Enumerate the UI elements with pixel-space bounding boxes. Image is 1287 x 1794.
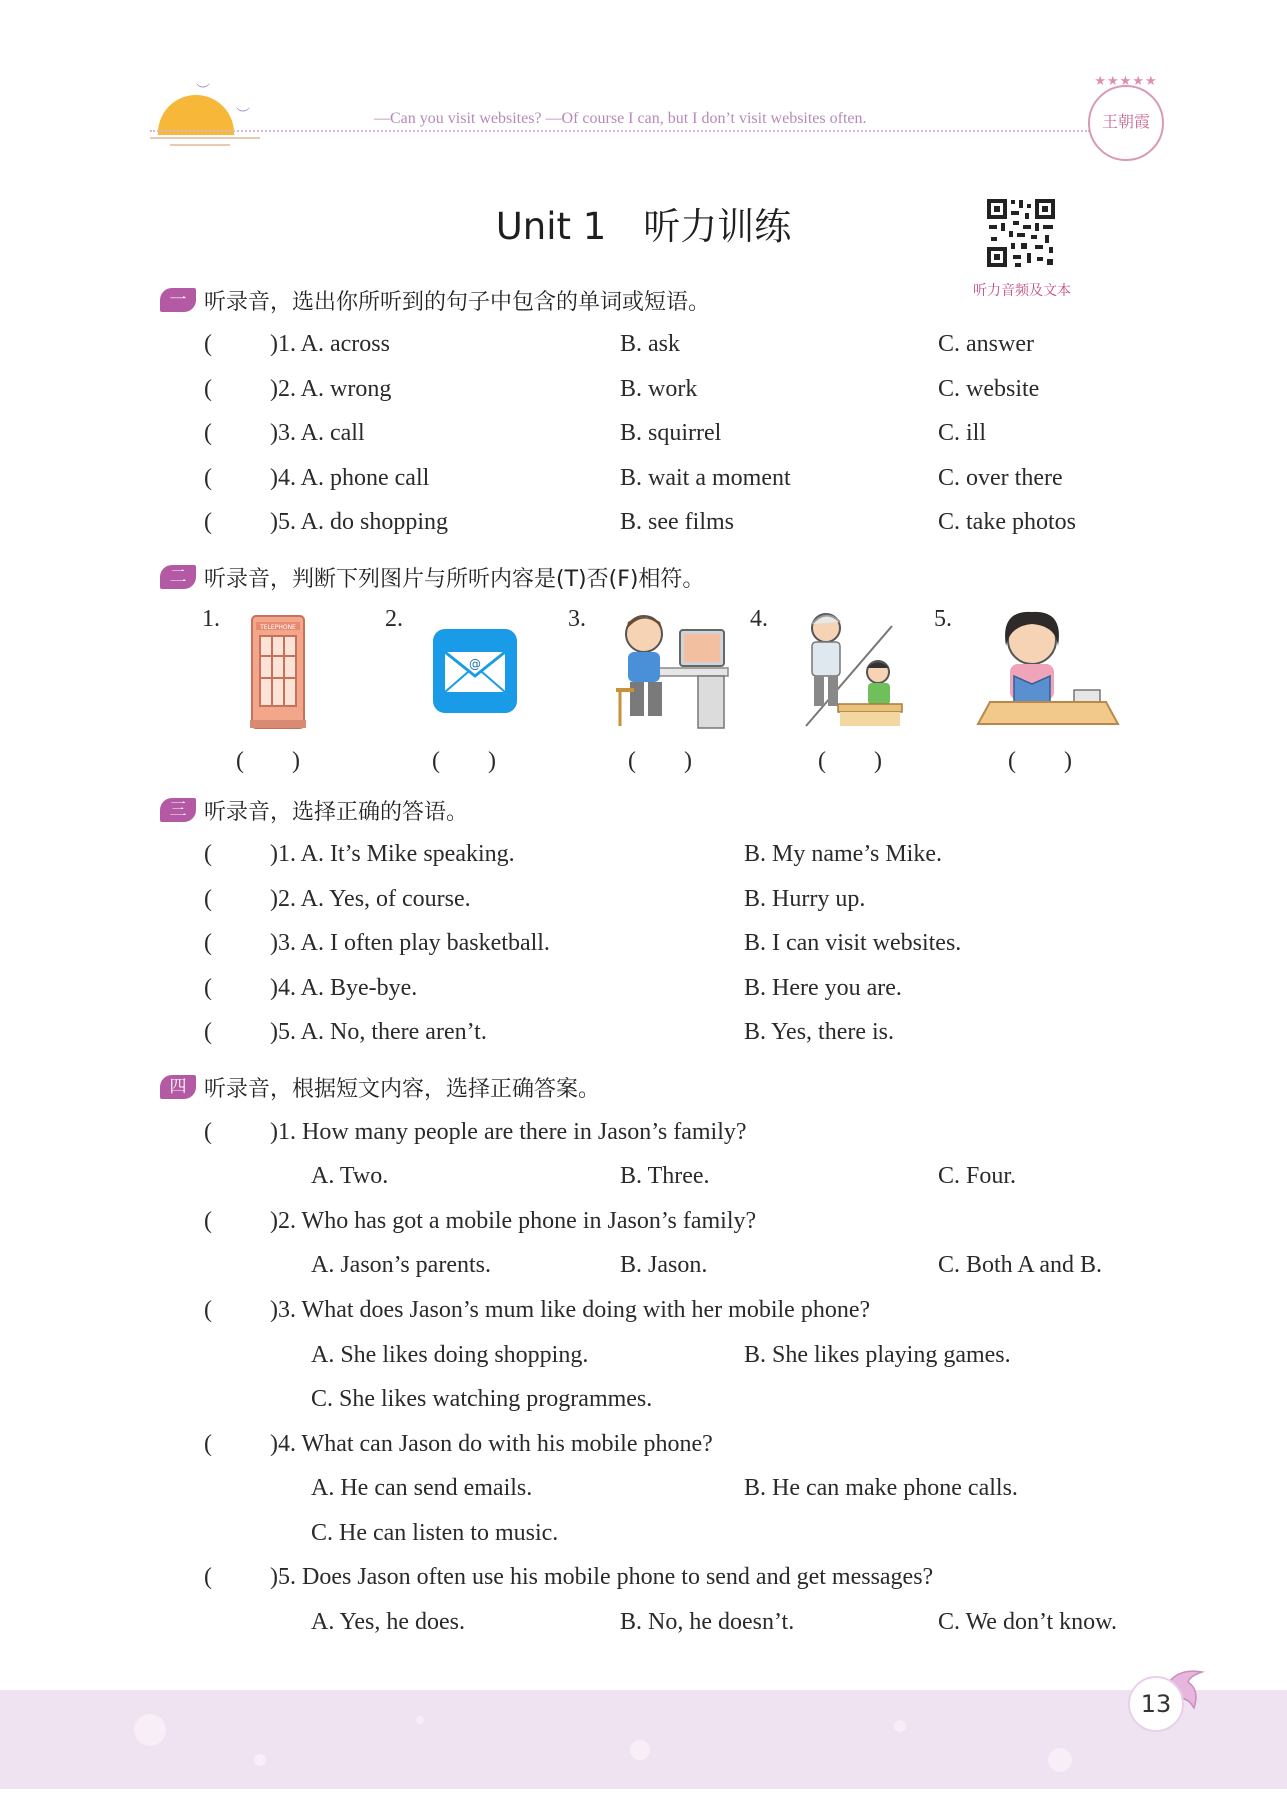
question-text: )1. How many people are there in Jason’s family? bbox=[270, 1119, 747, 1145]
option-b: B. My name’s Mike. bbox=[744, 841, 942, 867]
answer-paren: ( ) bbox=[818, 748, 882, 774]
option-b: B. Jason. bbox=[620, 1252, 708, 1278]
question-row bbox=[0, 926, 1287, 960]
option-b: B. He can make phone calls. bbox=[744, 1475, 1018, 1501]
question-row bbox=[0, 372, 1287, 406]
option-b: B. Here you are. bbox=[744, 975, 902, 1001]
email-icon bbox=[432, 628, 518, 714]
answer-paren-open: ( bbox=[204, 1297, 212, 1323]
booth-sign: TELEPHONE bbox=[260, 624, 296, 631]
section-number: 四 bbox=[160, 1075, 196, 1099]
bird-icon: ︶ bbox=[196, 83, 210, 99]
telephone-booth-icon bbox=[248, 612, 308, 730]
option-a: )1. A. across bbox=[270, 331, 390, 357]
options-row bbox=[0, 1471, 1287, 1505]
section-heading-text: 听录音，判断下列图片与所听内容是(T)否(F)相符。 bbox=[204, 566, 705, 592]
option-c: C. answer bbox=[938, 331, 1034, 357]
section-heading-4 bbox=[160, 1072, 600, 1102]
header-motto: —Can you visit websites? —Of course I can, but I don’t visit websites often. bbox=[374, 110, 867, 127]
option-b: B. ask bbox=[620, 331, 680, 357]
at-symbol: @ bbox=[469, 657, 481, 671]
question-text: )3. What does Jason’s mum like doing with her mobile phone? bbox=[270, 1297, 871, 1323]
header-divider bbox=[150, 130, 1090, 132]
option-a: )5. A. No, there aren’t. bbox=[270, 1019, 487, 1045]
option-b: B. work bbox=[620, 376, 698, 402]
answer-paren-open: ( bbox=[204, 1208, 212, 1234]
question-row bbox=[0, 1115, 1287, 1149]
question-row bbox=[0, 971, 1287, 1005]
answer-paren-open: ( bbox=[204, 1119, 212, 1145]
answer-paren-open: ( bbox=[204, 841, 212, 867]
option-a: )5. A. do shopping bbox=[270, 509, 449, 535]
options-row bbox=[0, 1159, 1287, 1193]
answer-paren: ( ) bbox=[236, 748, 300, 774]
sun-line bbox=[150, 137, 260, 139]
picture-number: 3. bbox=[568, 606, 586, 632]
option-b: B. see films bbox=[620, 509, 734, 535]
question-row bbox=[0, 416, 1287, 450]
option-a: )4. A. phone call bbox=[270, 465, 430, 491]
sun-line bbox=[170, 144, 230, 146]
option-c: C. ill bbox=[938, 420, 987, 446]
option-c: C. over there bbox=[938, 465, 1063, 491]
option-a: A. Jason’s parents. bbox=[311, 1252, 491, 1278]
options-row bbox=[0, 1605, 1287, 1639]
option-c: C. He can listen to music. bbox=[311, 1520, 559, 1546]
option-c: C. We don’t know. bbox=[938, 1609, 1117, 1635]
answer-paren-open: ( bbox=[204, 975, 212, 1001]
answer-paren-open: ( bbox=[204, 331, 212, 357]
question-text: )5. Does Jason often use his mobile phone to send and get messages? bbox=[270, 1564, 934, 1590]
answer-paren-open: ( bbox=[204, 1019, 212, 1045]
bird-icon: ︶ bbox=[236, 107, 250, 123]
picture-number: 4. bbox=[750, 606, 768, 632]
option-b: B. wait a moment bbox=[620, 465, 791, 491]
question-row bbox=[0, 1427, 1287, 1461]
option-b: B. She likes playing games. bbox=[744, 1342, 1011, 1368]
answer-paren-open: ( bbox=[204, 465, 212, 491]
question-row bbox=[0, 327, 1287, 361]
section-number: 三 bbox=[160, 798, 196, 822]
question-text: )2. Who has got a mobile phone in Jason’s family? bbox=[270, 1208, 757, 1234]
question-text: )4. What can Jason do with his mobile phone? bbox=[270, 1431, 713, 1457]
option-a: )3. A. I often play basketball. bbox=[270, 930, 550, 956]
option-a: A. She likes doing shopping. bbox=[311, 1342, 589, 1368]
phone-call-scene-icon bbox=[800, 606, 904, 730]
question-row bbox=[0, 505, 1287, 539]
answer-paren-open: ( bbox=[204, 1564, 212, 1590]
qr-code-icon[interactable] bbox=[985, 197, 1057, 269]
options-row bbox=[0, 1382, 1287, 1416]
answer-paren-open: ( bbox=[204, 420, 212, 446]
answer-paren-open: ( bbox=[204, 930, 212, 956]
answer-paren-open: ( bbox=[204, 509, 212, 535]
answer-paren: ( ) bbox=[432, 748, 496, 774]
star-row-icon: ★★★★★ bbox=[1094, 74, 1158, 89]
section-heading-text: 听录音，根据短文内容，选择正确答案。 bbox=[204, 1076, 601, 1102]
option-a: )3. A. call bbox=[270, 420, 365, 446]
picture-number: 5. bbox=[934, 606, 952, 632]
option-b: B. No, he doesn’t. bbox=[620, 1609, 795, 1635]
question-row bbox=[0, 1293, 1287, 1327]
boy-computer-icon bbox=[614, 608, 730, 732]
option-a: )2. A. Yes, of course. bbox=[270, 886, 471, 912]
option-c: C. She likes watching programmes. bbox=[311, 1386, 653, 1412]
page-title: Unit 1 听力训练 bbox=[495, 205, 792, 248]
question-row bbox=[0, 837, 1287, 871]
section-heading-text: 听录音，选出你所听到的句子中包含的单词或短语。 bbox=[204, 289, 711, 315]
option-b: B. Three. bbox=[620, 1163, 710, 1189]
answer-paren-open: ( bbox=[204, 1431, 212, 1457]
option-c: C. take photos bbox=[938, 509, 1076, 535]
option-b: B. Yes, there is. bbox=[744, 1019, 895, 1045]
brand-badge bbox=[1088, 85, 1164, 161]
picture-number: 1. bbox=[202, 606, 220, 632]
section-heading-text: 听录音，选择正确的答语。 bbox=[204, 799, 469, 825]
answer-paren: ( ) bbox=[628, 748, 692, 774]
option-b: B. squirrel bbox=[620, 420, 722, 446]
options-row bbox=[0, 1338, 1287, 1372]
qr-label: 听力音频及文本 bbox=[973, 283, 1071, 299]
option-c: C. Four. bbox=[938, 1163, 1017, 1189]
sun-decoration-icon bbox=[158, 95, 234, 135]
option-a: )1. A. It’s Mike speaking. bbox=[270, 841, 515, 867]
footer-band bbox=[0, 1690, 1287, 1789]
answer-paren: ( ) bbox=[1008, 748, 1072, 774]
option-a: )2. A. wrong bbox=[270, 376, 392, 402]
section-heading-3 bbox=[160, 795, 468, 825]
girl-reading-icon bbox=[970, 606, 1126, 728]
options-row bbox=[0, 1516, 1287, 1550]
page-number: 13 bbox=[1128, 1676, 1184, 1732]
option-c: C. Both A and B. bbox=[938, 1252, 1103, 1278]
question-row bbox=[0, 461, 1287, 495]
question-row bbox=[0, 1015, 1287, 1049]
option-b: B. I can visit websites. bbox=[744, 930, 962, 956]
section-heading-2 bbox=[160, 562, 704, 592]
section-number: 二 bbox=[160, 565, 196, 589]
section-heading-1 bbox=[160, 285, 710, 315]
option-a: A. Two. bbox=[311, 1163, 389, 1189]
picture-number: 2. bbox=[385, 606, 403, 632]
option-c: C. website bbox=[938, 376, 1040, 402]
question-row bbox=[0, 1560, 1287, 1594]
option-a: A. Yes, he does. bbox=[311, 1609, 466, 1635]
section-number: 一 bbox=[160, 288, 196, 312]
question-row bbox=[0, 1204, 1287, 1238]
option-a: )4. A. Bye-bye. bbox=[270, 975, 418, 1001]
brand-badge-text: 王朝霞 bbox=[1101, 112, 1150, 131]
options-row bbox=[0, 1248, 1287, 1282]
question-row bbox=[0, 882, 1287, 916]
option-a: A. He can send emails. bbox=[311, 1475, 533, 1501]
option-b: B. Hurry up. bbox=[744, 886, 866, 912]
answer-paren-open: ( bbox=[204, 376, 212, 402]
answer-paren-open: ( bbox=[204, 886, 212, 912]
